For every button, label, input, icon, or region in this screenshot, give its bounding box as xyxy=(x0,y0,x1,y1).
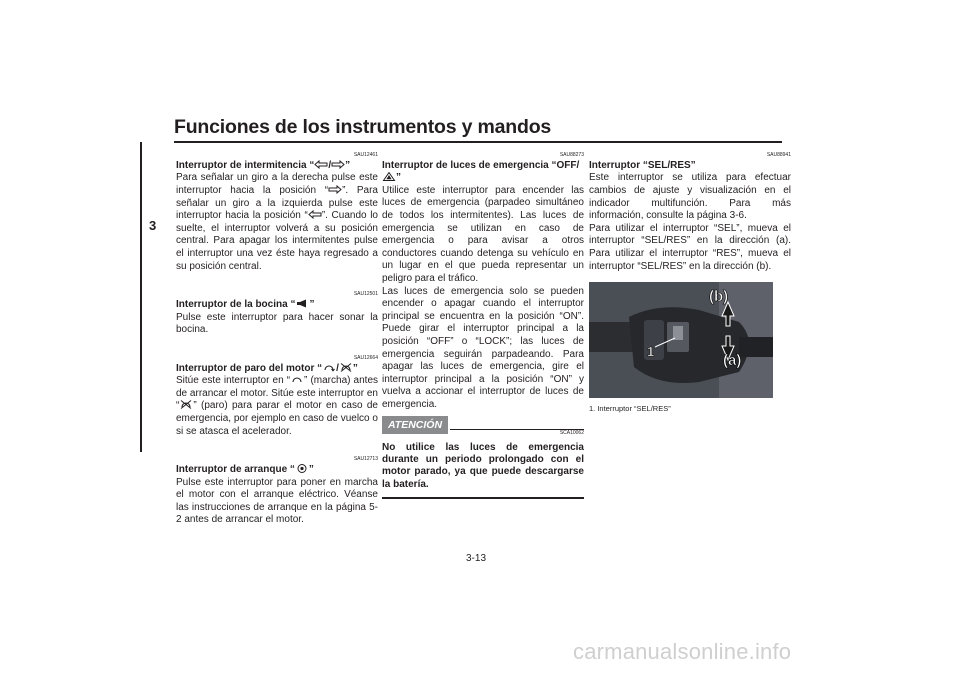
start-button-icon xyxy=(295,464,309,473)
header-rule xyxy=(174,141,782,143)
figure-caption: 1. Interruptor “SEL/RES” xyxy=(589,404,671,414)
section-code: SAU88273 xyxy=(559,152,584,158)
column-1 xyxy=(176,152,378,527)
turn-signal-text: Para señalar un giro a la derecha pulse este interruptor hacia la posición “ ”. Para señalar un giro a la izquierda pulse este interruptor hacia la posición “ ”. Cuando lo suelte, el interruptor volverá a su posición central. Para apagar los intermitentes pulse el interruptor una vez éste haya regresado a su posición central. xyxy=(176,172,378,272)
page-number: 3-13 xyxy=(466,553,487,564)
callout-1-label: 1 xyxy=(647,344,655,360)
engine-stop-icon xyxy=(339,363,353,372)
section-code: SAU12664 xyxy=(353,354,378,361)
hazard-triangle-icon xyxy=(382,172,396,181)
engine-stop-heading: Interruptor de paro del motor “ / ” xyxy=(176,362,358,374)
starter-text: Pulse este interruptor para poner en marcha el motor con el arranque eléctrico. Véanse las instrucciones de arranque en la página 5-2 antes de arrancar el motor. xyxy=(176,476,378,526)
horn-icon xyxy=(295,299,309,308)
handlebar-switch-illustration xyxy=(589,282,773,398)
starter-heading: Interruptor de arranque “ ” xyxy=(176,464,314,476)
turn-left-arrow-icon xyxy=(308,210,322,219)
engine-run-icon xyxy=(322,363,336,372)
chapter-bar xyxy=(140,142,142,452)
sel-res-text: Este interruptor se utiliza para efectuar cambios de ajuste y visualización en el indicador multifunción. Para más información, consulte la página 3-6. Para utilizar el interruptor “SEL”, mueva el interruptor “SEL/RES” en la dirección (a). Para utilizar el interruptor “RES”, mueva el interruptor “SEL/RES” en la dirección (b). xyxy=(589,172,791,272)
section-code: SAU12461 xyxy=(353,152,378,158)
section-code: SAU12501 xyxy=(353,291,378,298)
hazard-text: Utilice este interruptor para encender las luces de emergencia (parpadeo simultáneo de todos los intermitentes). Las luces de emergencia se utilizan en caso de emergencia o para avisar a otros conductores cuando detenga su vehículo en un lugar en el que pueda representar un peligro para el tráfico. Las luces de emergencia solo se pueden encender o apagar cuando el interruptor principal se encuentra en la posición “ON”. Puede girar el interruptor principal a la posición “OFF” o “LOCK”; las luces de emergencia seguirán parpadeando. Para apagar las luces de emergencia, gire el interruptor principal a la posición “ON” y vuelva a accionar el interruptor de luces de emergencia. xyxy=(382,184,584,410)
horn-heading: Interruptor de la bocina “ ” xyxy=(176,299,315,311)
hazard-heading: Interruptor de luces de emergencia “OFF/” xyxy=(382,160,580,184)
warning-code: SCA10062 xyxy=(559,429,584,436)
engine-run-icon xyxy=(290,375,304,384)
warning-text: No utilice las luces de emergencia durante un periodo prolongado con el motor parado, ya que puede descargarse la batería. xyxy=(382,441,584,490)
handlebar-switch-photo xyxy=(589,282,773,398)
section-code: SAU88941 xyxy=(766,152,791,158)
warning-label: ATENCIÓN xyxy=(382,416,448,434)
column-2 xyxy=(382,152,584,499)
turn-signal-heading: Interruptor de intermitencia “ / ” xyxy=(176,160,351,171)
column-3 xyxy=(589,152,791,413)
watermark: carmanualsonline.info xyxy=(573,639,792,664)
direction-b-label: (b) xyxy=(709,288,729,306)
warning-end-rule xyxy=(382,497,584,499)
direction-a-label: (a) xyxy=(723,352,742,370)
turn-left-arrow-icon xyxy=(314,160,328,169)
turn-right-arrow-icon xyxy=(328,185,342,194)
horn-text: Pulse este interruptor para hacer sonar la bocina. xyxy=(176,311,378,336)
section-code: SAU12713 xyxy=(353,456,378,463)
turn-right-arrow-icon xyxy=(331,160,345,169)
chapter-number: 3 xyxy=(149,218,157,233)
engine-stop-icon xyxy=(179,400,193,409)
engine-stop-text: Sitúe este interruptor en “ ” (marcha) antes de arrancar el motor. Sitúe este interruptor en “ ” (paro) para parar el motor en caso de emergencia, por ejemplo en caso de vuelco o si se atasca el acelerador. xyxy=(176,375,379,437)
sel-res-heading: Interruptor “SEL/RES” xyxy=(589,160,696,171)
page-title: Funciones de los instrumentos y mandos xyxy=(174,116,552,138)
